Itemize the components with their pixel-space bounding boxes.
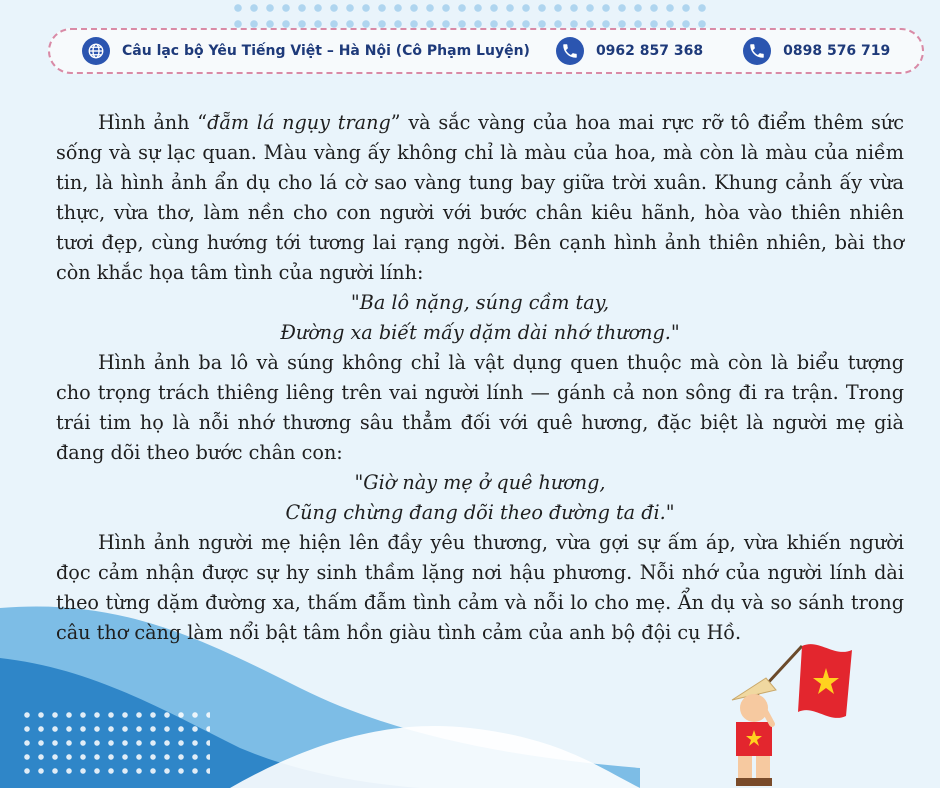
quote-1-line-2: Đường xa biết mấy dặm dài nhớ thương." xyxy=(280,321,680,344)
paragraph-1 xyxy=(56,108,904,288)
child-flag-illustration xyxy=(714,638,854,788)
decorative-dots-bottom xyxy=(20,708,210,778)
phone-1[interactable] xyxy=(556,37,703,65)
paragraph-1-italic: đẵm lá ngụy trang xyxy=(207,111,391,134)
quote-2-line-1: "Giờ này mẹ ở quê hương, xyxy=(354,471,606,494)
globe-icon xyxy=(82,37,110,65)
article-body xyxy=(56,108,904,648)
quote-1-line-1: "Ba lô nặng, súng cầm tay, xyxy=(350,291,610,314)
decorative-dots-top xyxy=(230,0,710,28)
club-info xyxy=(82,37,530,65)
phone-number-2: 0898 576 719 xyxy=(783,43,891,59)
contact-header xyxy=(48,28,924,74)
phone-number-1: 0962 857 368 xyxy=(595,43,704,59)
paragraph-2: Hình ảnh ba lô và súng không chỉ là vật dụng quen thuộc mà còn là biểu tượng cho trọng trách thiêng liêng trên vai người lính — gánh cả non sông đi ra trận. Trong trái tim họ là nỗi nhớ thương sâu thẳm đối với quê hương, đặc biệt là người mẹ già đang dõi theo bước chân con: xyxy=(56,351,904,464)
club-name: Câu lạc bộ Yêu Tiếng Việt – Hà Nội (Cô Phạm Luyện) xyxy=(122,43,530,59)
quote-2-line-2: Cũng chừng đang dõi theo đường ta đi." xyxy=(285,501,675,524)
paragraph-1-rest: ” và sắc vàng của hoa mai rực rỡ tô điểm thêm sức sống và sự lạc quan. Màu vàng ấy không chỉ là màu của hoa, mà còn là màu của niềm tin, là hình ảnh ẩn dụ cho lá cờ sao vàng tung bay giữa trời xuân. Khung cảnh ấy vừa thực, vừa thơ, làm nền cho con người với bước chân kiêu hãnh, hòa vào thiên nhiên tươi đẹp, cùng hướng tới tương lai rạng ngời. Bên cạnh hình ảnh thiên nhiên, bài thơ còn khắc họa tâm tình của người lính: xyxy=(56,111,904,284)
phone-icon xyxy=(743,37,771,65)
phone-icon xyxy=(556,37,584,65)
paragraph-3: Hình ảnh người mẹ hiện lên đầy yêu thương, vừa gợi sự ấm áp, vừa khiến người đọc cảm nhận được sự hy sinh thầm lặng nơi hậu phương. Nỗi nhớ của người lính dài theo từng dặm đường xa, thấm đẫm tình cảm và nỗi lo cho mẹ. Ẩn dụ và so sánh trong câu thơ càng làm nổi bật tâm hồn giàu tình cảm của anh bộ đội cụ Hồ. xyxy=(56,531,904,644)
phone-2[interactable] xyxy=(743,37,890,65)
child xyxy=(732,678,776,786)
paragraph-1-start: Hình ảnh “ xyxy=(98,111,208,134)
